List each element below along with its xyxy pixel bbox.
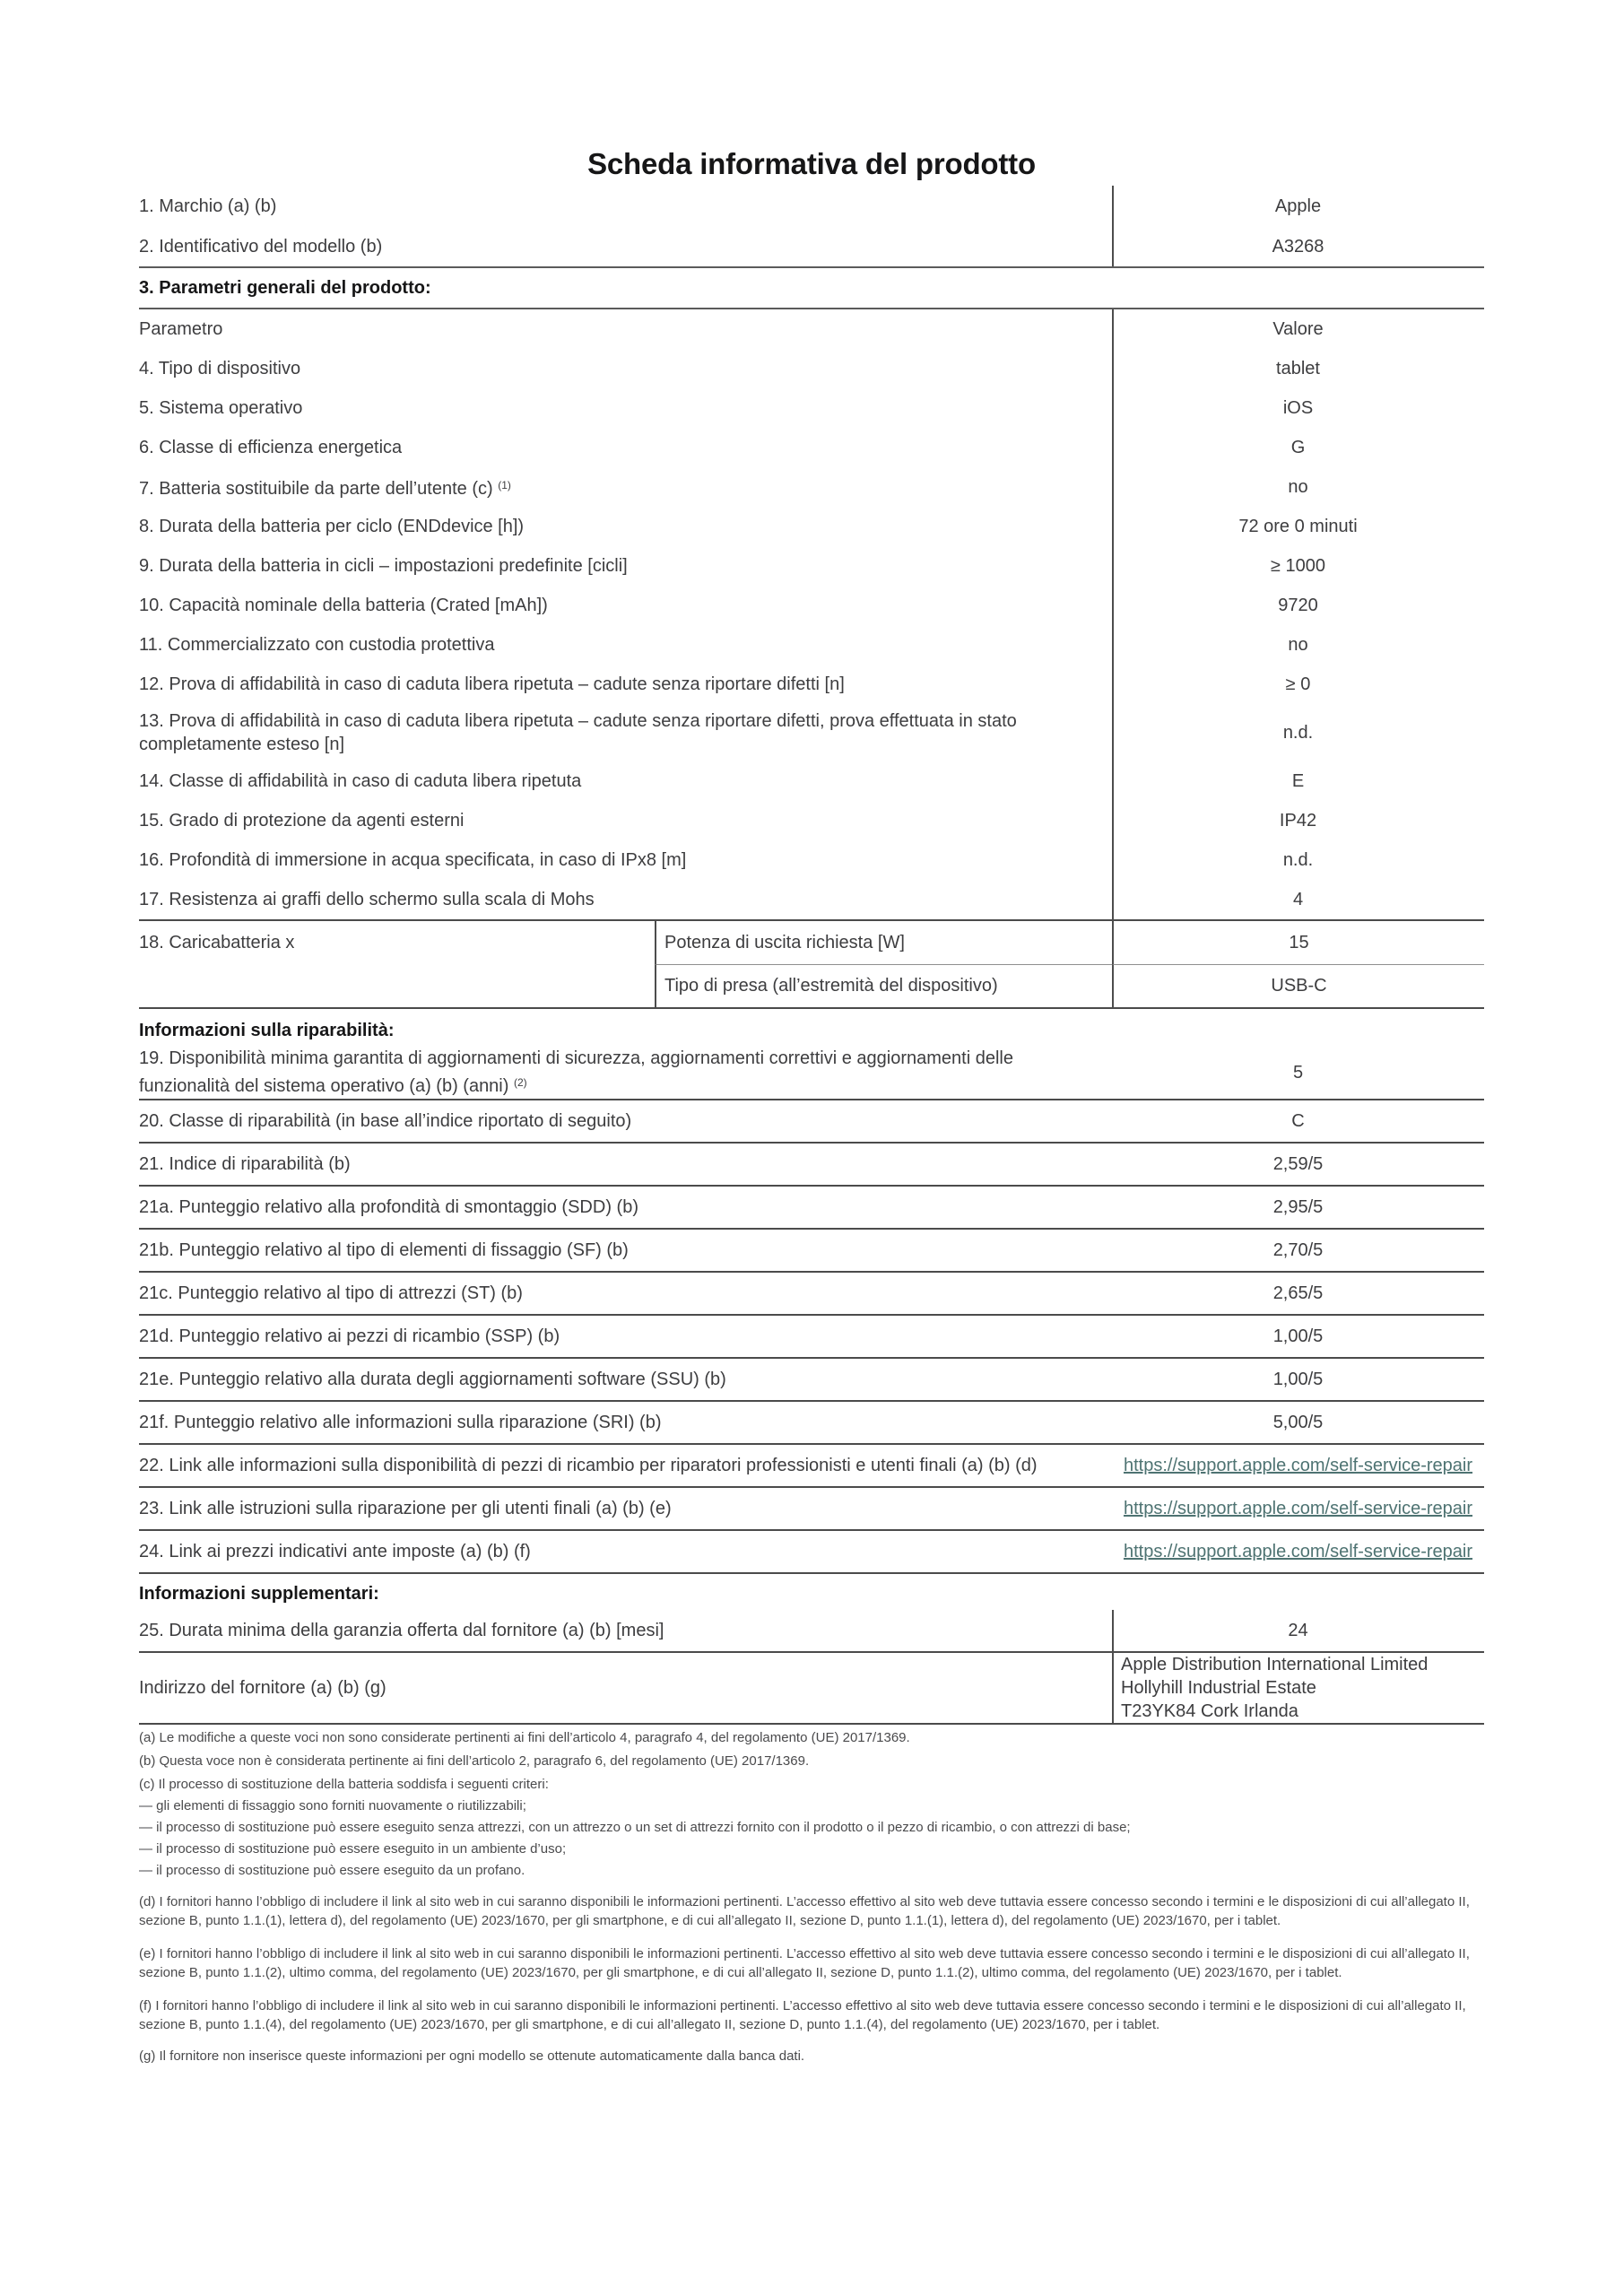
sheet-content bbox=[139, 0, 1484, 2066]
section-heading-general: 3. Parametri generali del prodotto: bbox=[139, 278, 431, 298]
table-row-20: 20. Classe di riparabilità (in base all’indice riportato di seguito) C bbox=[139, 1111, 1305, 1131]
self-service-repair-link[interactable]: https://support.apple.com/self-service-repair bbox=[1123, 1542, 1473, 1561]
table-row-21b: 21b. Punteggio relativo al tipo di elementi di fissaggio (SF) (b) 2,70/5 bbox=[139, 1240, 1324, 1260]
footnote-d: (d) I fornitori hanno l’obbligo di includere il link al sito web in cui saranno disponibili le informazioni pertinenti. L’accesso effettivo al sito web deve tuttavia essere concesso secondo i termini e le disposizioni di cui all’allegato II, sezione B, punto 1.1.(1), lettera d), del regolamento (UE) 2023/1670, per gli smartphone, e di cui all’allegato II, sezione D, punto 1.1.(1), lettera d), del regolamento (UE) 2023/1670, per i tablet. bbox=[139, 1894, 1470, 1928]
address-line: Apple Distribution International Limited bbox=[1121, 1655, 1429, 1674]
table-row-21a: 21a. Punteggio relativo alla profondità di smontaggio (SDD) (b) 2,95/5 bbox=[139, 1197, 1324, 1217]
table-row-6: 6. Classe di efficienza energetica G bbox=[139, 438, 1306, 457]
table-row-14: 14. Classe di affidabilità in caso di caduta libera ripetuta E bbox=[139, 771, 1305, 791]
table-row-supplier-address bbox=[139, 1653, 1484, 1723]
table-row-9: 9. Durata della batteria in cicli – impostazioni predefinite [cicli] ≥ 1000 bbox=[139, 556, 1326, 576]
address-line: Hollyhill Industrial Estate bbox=[1121, 1678, 1316, 1698]
row-label: 1. Marchio (a) (b) bbox=[139, 196, 277, 216]
footnote-c: (c) Il processo di sostituzione della batteria soddisfa i seguenti criteri: bbox=[139, 1777, 549, 1792]
column-header-valore: Valore bbox=[1272, 319, 1324, 339]
footnote-c-item: — il processo di sostituzione può essere eseguito senza attrezzi, con un attrezzo o un set di attrezzi fornito con il prodotto o il pezzo di ricambio, o con attrezzi di base; bbox=[139, 1820, 1131, 1835]
charger-subrow-value: USB-C bbox=[1112, 964, 1484, 1007]
table-row-brand bbox=[139, 186, 1484, 226]
row-value: A3268 bbox=[1272, 236, 1324, 257]
supplementary-table bbox=[139, 1610, 1484, 1723]
self-service-repair-link[interactable]: https://support.apple.com/self-service-repair bbox=[1123, 1499, 1473, 1518]
self-service-repair-link[interactable]: https://support.apple.com/self-service-repair bbox=[1123, 1456, 1473, 1475]
table-row-25: 25. Durata minima della garanzia offerta dal fornitore (a) (b) [mesi] 24 bbox=[139, 1621, 1308, 1640]
footnote-b: (b) Questa voce non è considerata pertinente ai fini dell’articolo 2, paragrafo 6, del regolamento (UE) 2017/1369. bbox=[139, 1753, 810, 1769]
general-parameters-table bbox=[139, 309, 1484, 919]
table-row-19: 19. Disponibilità minima garantita di aggiornamenti di sicurezza, aggiornamenti correttivi e aggiornamenti delle funzionalità del sistema operativo (a) (b) (anni) $^{(2)}$ 5 bbox=[139, 1048, 1304, 1096]
footnote-g: (g) Il fornitore non inserisce queste informazioni per ogni modello se ottenute automaticamente dalla banca dati. bbox=[139, 2048, 805, 2064]
footnote-marker: (1) bbox=[498, 479, 511, 491]
address-line: T23YK84 Cork Irlanda bbox=[1121, 1701, 1298, 1721]
table-row-4: 4. Tipo di dispositivo tablet bbox=[139, 359, 1320, 378]
table-row-13: 13. Prova di affidabilità in caso di caduta libera ripetuta – cadute senza riportare difetti, prova effettuata in stato completamente esteso [n] n.d. bbox=[139, 711, 1314, 754]
footnote-marker: (2) bbox=[513, 1076, 527, 1089]
footnote-c-item: — il processo di sostituzione può essere eseguito da un profano. bbox=[139, 1863, 525, 1878]
table-row-21: 21. Indice di riparabilità (b) 2,59/5 bbox=[139, 1154, 1324, 1174]
table-row-8: 8. Durata della batteria per ciclo (ENDdevice [h]) 72 ore 0 minuti bbox=[139, 517, 1358, 536]
footnote-c-item: — il processo di sostituzione può essere eseguito in un ambiente d’uso; bbox=[139, 1841, 567, 1857]
divider bbox=[139, 1007, 1484, 1009]
address-label: Indirizzo del fornitore (a) (b) (g) bbox=[139, 1677, 386, 1698]
page-title: Scheda informativa del prodotto bbox=[587, 147, 1036, 180]
table-row-21d: 21d. Punteggio relativo ai pezzi di ricambio (SSP) (b) 1,00/5 bbox=[139, 1326, 1324, 1346]
row-value: Apple bbox=[1274, 196, 1322, 216]
table-row-12: 12. Prova di affidabilità in caso di caduta libera ripetuta – cadute senza riportare difetti [n] ≥ 0 bbox=[139, 674, 1311, 694]
footnote-a: (a) Le modifiche a queste voci non sono considerate pertinenti ai fini dell’articolo 4, paragrafo 4, del regolamento (UE) 2017/1369. bbox=[139, 1730, 910, 1745]
table-row-21f: 21f. Punteggio relativo alle informazioni sulla riparazione (SRI) (b) 5,00/5 bbox=[139, 1413, 1324, 1432]
column-header-parametro: Parametro bbox=[139, 319, 223, 339]
footnote-f: (f) I fornitori hanno l’obbligo di includere il link al sito web in cui saranno disponibili le informazioni pertinenti. L’accesso effettivo al sito web deve tuttavia essere concesso secondo i termini e le disposizioni di cui all’allegato II, sezione B, punto 1.1.(4), del regolamento (UE) 2023/1670, per gli smartphone, e di cui all’allegato II, sezione D, punto 1.1.(4), del regolamento (UE) 2023/1670, per i tablet. bbox=[139, 1998, 1466, 2032]
table-row-11: 11. Commercializzato con custodia protettiva no bbox=[139, 635, 1308, 655]
table-row-21c: 21c. Punteggio relativo al tipo di attrezzi (ST) (b) 2,65/5 bbox=[139, 1283, 1324, 1303]
table-row-23: 23. Link alle istruzioni sulla riparazione per gli utenti finali (a) (b) (e) https://support.apple.com/self-service-repair bbox=[139, 1499, 1473, 1518]
row-label: 2. Identificativo del modello (b) bbox=[139, 236, 383, 257]
table-row-22: 22. Link alle informazioni sulla disponibilità di pezzi di ricambio per riparatori professionisti e utenti finali (a) (b) (d) https://support.apple.com/self-service-repair bbox=[139, 1456, 1473, 1475]
divider bbox=[139, 1723, 1484, 1725]
footnote-e: (e) I fornitori hanno l’obbligo di includere il link al sito web in cui saranno disponibili le informazioni pertinenti. L’accesso effettivo al sito web deve tuttavia essere concesso secondo i termini e le disposizioni di cui all’allegato II, sezione B, punto 1.1.(2), ultimo comma, del regolamento (UE) 2023/1670, per gli smartphone, e di cui all’allegato II, sezione D, punto 1.1.(2), ultimo comma, del regolamento (UE) 2023/1670, per i tablet. bbox=[139, 1946, 1470, 1980]
table-row-10: 10. Capacità nominale della batteria (Crated [mAh]) 9720 bbox=[139, 596, 1318, 615]
table-row-model bbox=[139, 226, 1484, 266]
table-row-7: 7. Batteria sostituibile da parte dell’utente (c) $^{(1)}$ no bbox=[139, 477, 1308, 499]
table-row-15: 15. Grado di protezione da agenti esterni IP42 bbox=[139, 811, 1317, 831]
divider bbox=[139, 1572, 1484, 1574]
supplier-address bbox=[1112, 1653, 1484, 1723]
table-row-5: 5. Sistema operativo iOS bbox=[139, 398, 1314, 418]
table-header-row bbox=[139, 309, 1484, 349]
charger-subrow-value: 15 bbox=[1112, 921, 1484, 964]
table-row-16: 16. Profondità di immersione in acqua specificata, in caso di IPx8 [m] n.d. bbox=[139, 850, 1314, 870]
table-row-21e: 21e. Punteggio relativo alla durata degli aggiornamenti software (SSU) (b) 1,00/5 bbox=[139, 1370, 1324, 1389]
footnotes bbox=[139, 1728, 1484, 2066]
charger-subrow-label: Tipo di presa (all’estremità del dispositivo) bbox=[655, 964, 1112, 1007]
charger-subrow-label: Potenza di uscita richiesta [W] bbox=[655, 921, 1112, 964]
table-row-24: 24. Link ai prezzi indicativi ante imposte (a) (b) (f) https://support.apple.com/self-service-repair bbox=[139, 1542, 1473, 1561]
brand-model-table bbox=[139, 186, 1484, 266]
footnote-c-item: — gli elementi di fissaggio sono forniti nuovamente o riutilizzabili; bbox=[139, 1798, 526, 1813]
charger-table bbox=[139, 921, 1484, 1007]
section-heading-repairability: Informazioni sulla riparabilità: bbox=[139, 1021, 395, 1040]
table-row-17: 17. Resistenza ai graffi dello schermo sulla scala di Mohs 4 bbox=[139, 890, 1304, 909]
charger-label: 18. Caricabatteria x bbox=[139, 933, 295, 952]
section-heading-supplementary: Informazioni supplementari: bbox=[139, 1584, 379, 1604]
